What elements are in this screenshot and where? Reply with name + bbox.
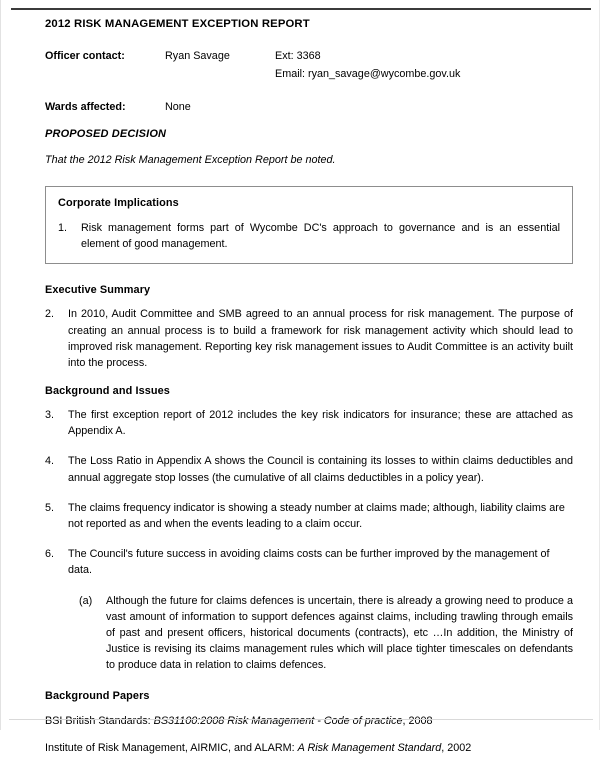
background-and-issues-heading: Background and Issues — [45, 385, 170, 398]
list-item-text: The Loss Ratio in Appendix A shows the Council is containing its losses to within claims deductibles and annual aggregate stop losses (the cumulative of all claims deductibles in a policy year). — [68, 455, 573, 484]
paper-prefix: BSI British Standards: — [45, 714, 154, 727]
officer-email-row — [45, 66, 573, 83]
spacer-after-contact — [45, 85, 573, 99]
paper-suffix: , 2008 — [402, 714, 433, 727]
officer-contact-label: Officer contact: — [45, 49, 125, 62]
officer-ext: Ext: 3368 — [275, 49, 321, 62]
list-sub-item-number: (a) — [79, 594, 93, 607]
background-papers-heading: Background Papers — [45, 689, 150, 702]
list-item-number: 2. — [45, 308, 55, 321]
executive-summary-heading: Executive Summary — [45, 284, 151, 297]
list-item — [45, 500, 573, 532]
list-item-text: The claims frequency indicator is showing a steady number at claims made; although, liability claims are not reported as and when the events leading to a claim occur. — [68, 501, 565, 530]
proposed-decision-heading: PROPOSED DECISION — [45, 127, 167, 140]
list-item-text: Risk management forms part of Wycombe DC's approach to governance and is an essential element of good management. — [81, 221, 560, 251]
officer-email: Email: ryan_savage@wycombe.gov.uk — [275, 68, 461, 81]
list-item-number: 5. — [45, 501, 55, 514]
corporate-implications-box — [45, 186, 573, 264]
list-item-text: The first exception report of 2012 includes the key risk indicators for insurance; these are attached as Appendix A. — [68, 409, 573, 438]
paper-suffix: , 2002 — [441, 741, 472, 754]
wards-affected-value: None — [165, 101, 191, 114]
list-item-number: 1. — [58, 221, 68, 234]
header-rule — [11, 8, 591, 10]
paper-title: A Risk Management Standard — [297, 741, 442, 754]
list-sub-item-text: Although the future for claims defences is uncertain, there is already a growing need to produce a vast amount of information to support defences against claims, including trawling through emails of past and present officers, historical documents (contracts), etc …In addition, the Ministry of Justice is revising its claims management rules which will place tighter timescales on defendants to produce data in relation to claims defences. — [106, 594, 573, 672]
list-item — [45, 453, 573, 485]
footer-rule — [9, 719, 593, 720]
wards-affected-row — [45, 99, 573, 116]
list-item-number: 3. — [45, 409, 55, 422]
wards-affected-label: Wards affected: — [45, 101, 126, 114]
spacer-before-decision — [45, 118, 573, 128]
document-content — [45, 18, 573, 767]
officer-contact-row — [45, 48, 573, 65]
background-paper-entry — [45, 740, 573, 756]
list-sub-item — [79, 593, 573, 674]
page-title: 2012 RISK MANAGEMENT EXCEPTION REPORT — [45, 18, 310, 30]
list-item-number: 4. — [45, 455, 55, 468]
list-item — [45, 407, 573, 439]
paper-prefix: Institute of Risk Management, AIRMIC, and ALARM: — [45, 741, 298, 754]
proposed-decision-text: That the 2012 Risk Management Exception Report be noted. — [45, 153, 336, 166]
paper-title: BS31100:2008 Risk Management - Code of practice — [153, 714, 403, 727]
officer-contact-name: Ryan Savage — [165, 49, 230, 62]
list-item-text: In 2010, Audit Committee and SMB agreed to an annual process for risk management. The purpose of creating an annual process is to build a framework for risk management activity which should lead to improved risk management. Reporting key risk management issues to Audit Committee is an activity built into the process. — [68, 308, 573, 369]
background-paper-entry — [45, 713, 573, 729]
list-item — [45, 306, 573, 371]
corporate-implications-heading: Corporate Implications — [58, 196, 179, 209]
list-item-number: 6. — [45, 548, 55, 561]
list-item-text: The Council's future success in avoiding claims costs can be further improved by the management of data. — [68, 548, 550, 577]
list-item — [45, 546, 573, 578]
list-item — [58, 220, 560, 252]
